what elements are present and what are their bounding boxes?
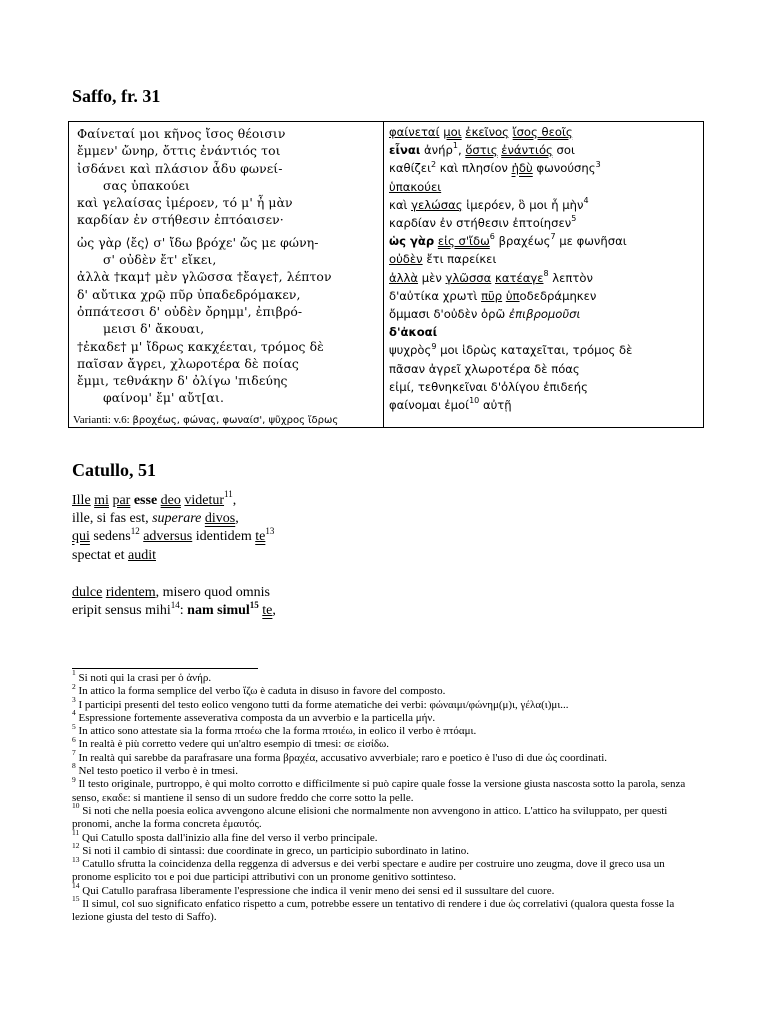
word: ὅστις <box>465 143 498 158</box>
word: mi <box>94 493 109 508</box>
footnote-text: Il simul, col suo significato enfatico rispetto a cum, potrebbe essere un tentativo di rendere i due ὡς correlativi (qualora questa fosse la lezione giusta del testo di Saffo). <box>72 898 675 924</box>
saffo-table <box>68 121 704 428</box>
word: ὑπακούει <box>389 179 442 194</box>
word: γλῶσσα <box>445 270 492 285</box>
word: φαίνομαι ἐμοί <box>389 398 470 413</box>
word: , <box>457 143 466 158</box>
greek-line: παῖσαν ἄγρει, χλωροτέρα δὲ ποίας <box>77 355 299 371</box>
word: δ'ἀκοαί <box>389 325 438 340</box>
word: spectat et <box>72 547 128 563</box>
word: ridentem <box>105 585 156 600</box>
greek-line: Φαίνεταί μοι κῆνος ἴσος θέοισιν <box>77 126 286 141</box>
footnote <box>72 681 702 698</box>
footnote-text: Il testo originale, purtroppo, è qui molto corrotto e difficilmente si può capire quale fosse la versione giusta nascosta sotto la parola, senza senso, εκαδε: si mantiene il senso di un sudore freddo che corre sotto la pelle. <box>72 778 686 804</box>
word: sedens <box>89 529 131 545</box>
paraphrase-line <box>389 396 701 414</box>
footnote-text: In realtà qui sarebbe da parafrasare una forma βραχέα, accusativo avverbiale; raro e poetico è l'uso di due ὡς coordinati. <box>78 751 608 764</box>
footnote <box>72 827 702 845</box>
footnote <box>72 841 702 858</box>
footnote <box>72 894 702 925</box>
greek-line: ἔμμεν' ὤνηρ, ὄττις ἐνάντιός τοι <box>77 143 281 159</box>
footnote-number: 13 <box>72 854 80 864</box>
footnote <box>72 774 702 805</box>
word: ἴσος θεοῖς <box>512 125 573 139</box>
word: superare <box>152 511 202 527</box>
word: με φωνῆσαι <box>555 234 627 249</box>
footnote-ref: 3 <box>595 159 601 169</box>
word: te <box>262 603 273 619</box>
catullo-title: Catullo, 51 <box>72 460 157 480</box>
footnote-ref: 1 <box>452 141 458 151</box>
word: adversus <box>143 529 193 545</box>
word: ὑπ <box>505 288 520 303</box>
word: , <box>235 511 239 527</box>
word: Ille <box>72 493 91 508</box>
greek-line: σ' οὐδὲν ἔτ' εἴκει, <box>103 252 217 268</box>
greek-line: καὶ γελαίσας ἰμέροεν, τό μ' ἦ μὰν <box>77 195 293 211</box>
word: , <box>272 603 276 619</box>
footnote <box>72 761 702 778</box>
word: βραχέως <box>494 234 551 249</box>
footnote-ref: 8 <box>543 268 549 278</box>
word: ἡδὺ <box>511 161 533 176</box>
word: deo <box>160 493 181 508</box>
word: : <box>179 603 188 619</box>
word: audit <box>127 547 156 563</box>
word: ἔτι παρείκει <box>422 252 497 267</box>
catullo-stanza <box>72 584 276 620</box>
footnote <box>72 668 702 685</box>
footnote-number: 10 <box>72 801 80 811</box>
word: ἐκεῖνος <box>465 125 509 139</box>
footnote-separator <box>72 668 258 669</box>
word: esse <box>133 493 158 508</box>
footnote-text: In attico sono attestate sia la forma πτοέω che la forma πτοιέω, in eolico il verbo è πτόαμι. <box>78 725 477 738</box>
footnote-ref: 10 <box>469 396 480 406</box>
word: μοι <box>443 125 462 139</box>
word: eripit sensus mihi <box>72 603 171 619</box>
word: qui <box>72 529 90 545</box>
footnote-ref: 5 <box>571 214 577 224</box>
word: εἰμί, τεθνηκεῖναι δ'ὀλίγου ἐπιδεής <box>389 379 588 394</box>
footnote-number: 6 <box>72 734 76 744</box>
varianti-label: Varianti: v.6: <box>73 414 130 426</box>
word: ἐπιβρομοῦσι <box>508 307 581 322</box>
word: αὐτῇ <box>479 398 512 413</box>
footnote-number: 5 <box>72 721 76 731</box>
greek-line: μεισι δ' ἄκουαι, <box>103 321 205 337</box>
word: σοι <box>552 143 575 158</box>
footnote <box>72 854 702 885</box>
footnote <box>72 801 702 832</box>
word: κατέαγε <box>494 270 544 285</box>
paraphrase-line <box>389 269 701 287</box>
word: δ'αὐτίκα χρωτὶ <box>389 288 482 303</box>
varianti-note <box>73 414 338 427</box>
word: , misero quod omnis <box>155 585 270 600</box>
paraphrase-line <box>389 287 701 305</box>
word: φαίνεταί <box>389 125 440 139</box>
word: identidem <box>192 529 256 545</box>
footnote-text: Si noti qui la crasi per ὁ ἀνήρ. <box>78 672 212 684</box>
footnote-number: 11 <box>72 827 80 837</box>
footnote-number: 9 <box>72 774 76 784</box>
footnote-number: 3 <box>72 694 76 704</box>
footnote-number: 8 <box>72 761 76 771</box>
paraphrase-line <box>389 360 701 378</box>
word: divos <box>204 511 236 527</box>
word: πῦρ <box>481 288 503 303</box>
footnote-ref: 13 <box>265 525 275 536</box>
footnote-text: Espressione fortemente asseverativa composta da un avverbio e la particella μήν. <box>78 711 436 724</box>
paraphrase-line <box>389 232 701 250</box>
footnote-number: 12 <box>72 841 80 851</box>
word: πᾶσαν ἀγρεῖ χλωροτέρα δὲ πόας <box>389 361 580 376</box>
latin-line <box>72 547 274 565</box>
footnote-ref: 9 <box>431 341 437 351</box>
word: γελώσας <box>411 197 463 212</box>
footnote-number: 4 <box>72 708 76 718</box>
footnote-ref: 14 <box>170 599 180 610</box>
paraphrase-line <box>389 214 701 232</box>
greek-line: δ' αὔτικα χρῷ πῦρ ὐπαδεδρόμακεν, <box>77 286 301 302</box>
catullo-stanza <box>72 489 275 565</box>
word: te <box>255 529 266 545</box>
greek-line: ὠς γὰρ ⟨ἔς⟩ σ' ἴδω βρόχε' ὤς με φώνη- <box>77 234 319 250</box>
word: ψυχρὸς <box>389 343 432 358</box>
footnote <box>72 694 702 712</box>
paraphrase-line <box>389 250 701 268</box>
footnote-number: 7 <box>72 748 76 758</box>
word: ille, si fas est, <box>72 511 153 527</box>
table-divider <box>383 122 384 427</box>
footnote-text: Catullo sfrutta la coincidenza della reggenza di adversus e dei verbi spectare e audire per costruire uno zeugma, dove il greco usa un pronome esplicito τοι e poi due participi attributivi con un pronome genitivo sottinteso. <box>72 858 665 884</box>
paraphrase-line <box>389 323 701 341</box>
word: φωνούσης <box>532 161 596 176</box>
word: εἰς σ'ἴδω <box>437 234 490 249</box>
footnote-text: I participi presenti del testo eolico vengono tutti da forme atematiche dei verbi: φώναιμι/φώνημ(μ)ι, γέλα(ι)μι... <box>78 698 569 711</box>
paraphrase-line <box>389 178 701 196</box>
attic-paraphrase-column <box>389 123 701 414</box>
footnote-ref: 11 <box>224 489 233 500</box>
word: ἀνήρ <box>420 143 453 158</box>
footnote-ref: 4 <box>583 195 589 205</box>
saffo-title: Saffo, fr. 31 <box>72 86 161 106</box>
footnotes <box>72 668 702 925</box>
word: ὄμμασι δ'οὐδὲν ὁρῶ <box>389 307 509 322</box>
word: ὡς γὰρ <box>389 234 435 249</box>
paraphrase-line <box>389 341 701 359</box>
latin-line <box>72 489 274 510</box>
word: videtur <box>184 493 225 508</box>
word: εἶναι <box>389 143 421 158</box>
word: ἀλλὰ <box>389 270 419 285</box>
greek-line: †ἐκαδε† μ' ἴδρως κακχέεται, τρόμος δὲ <box>77 338 324 354</box>
paraphrase-line <box>389 305 701 323</box>
footnote-text: Nel testo poetico il verbo è in tmesi. <box>78 765 238 778</box>
footnote-ref: 2 <box>431 159 437 169</box>
paraphrase-line <box>389 378 701 396</box>
word: μοι ἱδρὼς καταχεῖται, τρόμος δὲ <box>436 343 633 358</box>
word: par <box>112 493 131 508</box>
footnote-ref: 12 <box>130 525 140 536</box>
greek-line: ἀλλὰ †καμ† μὲν γλῶσσα †ἔαγε†, λέπτον <box>77 269 332 285</box>
footnote-text: In attico la forma semplice del verbo ἵζω è caduta in disuso in favore del composto. <box>78 685 446 698</box>
word: , <box>232 493 237 508</box>
footnote-text: Qui Catullo sposta dall'inizio alla fine del verso il verbo principale. <box>81 831 378 844</box>
footnote-text: Qui Catullo parafrasa liberamente l'espressione che indica il venir meno dei sensi ed il sussultare del cuore. <box>82 884 555 897</box>
varianti-words: βροχέως, φώνας, φωναίσ', ψῦχρος ἴδρως <box>132 415 339 426</box>
footnote <box>72 708 702 725</box>
paraphrase-line <box>389 159 701 177</box>
word: καὶ <box>389 197 412 212</box>
greek-line: ἔμμι, τεθνάκην δ' ὀλίγω 'πιδεύης <box>77 373 288 389</box>
footnote-number: 14 <box>72 881 80 891</box>
footnote-number: 1 <box>72 668 76 678</box>
greek-line: ἰσδάνει καὶ πλάσιον ἆδυ φωνεί- <box>77 160 283 176</box>
greek-line: καρδίαν ἐν στήθεσιν ἐπτόαισεν· <box>77 212 284 228</box>
greek-line: φαίνομ' ἔμ' αὔτ[αι. <box>103 390 224 406</box>
latin-line <box>72 525 275 546</box>
footnote-number: 15 <box>72 894 80 904</box>
word: dulce <box>72 585 103 600</box>
word: οὐδὲν <box>389 252 423 267</box>
greek-line: σας ὐπακούει <box>103 177 190 193</box>
footnote-text: Si noti che nella poesia eolica avvengono alcune elisioni che normalmente non avvengono in attico. L'attico ha sviluppato, per questi pronomi, anche la forma concreta ἐμαυτός. <box>72 804 668 831</box>
word: καθίζει <box>389 161 431 176</box>
paraphrase-line <box>389 123 701 141</box>
word: οδεδράμηκεν <box>519 288 597 303</box>
footnote-ref: 7 <box>550 232 556 242</box>
word: ἱμερόεν, ὃ μοι ἦ μὴν <box>462 197 584 212</box>
latin-line <box>72 510 274 528</box>
latin-line <box>72 599 276 620</box>
greek-line: ὀππάτεσσι δ' οὐδὲν ὄρημμ', ἐπιβρό- <box>77 303 303 319</box>
word: λεπτὸν <box>548 270 593 285</box>
footnote <box>72 721 702 738</box>
footnote-number: 2 <box>72 681 76 691</box>
footnote-text: In realtà è più corretto vedere qui un'altro esempio di tmesi: σε εἰσίδω. <box>78 738 390 751</box>
footnote <box>72 734 702 751</box>
word: καρδίαν ἐν στήθεσιν ἐπτοίησεν <box>389 216 572 231</box>
footnote-ref: 15 <box>249 599 259 610</box>
greek-original-column <box>77 125 377 407</box>
footnote-ref: 6 <box>489 232 495 242</box>
word: μὲν <box>418 270 446 285</box>
word: nam simul <box>187 603 250 619</box>
word: ἐνάντιός <box>501 143 553 158</box>
footnote <box>72 881 702 898</box>
paraphrase-line <box>389 141 701 159</box>
footnote <box>72 748 702 765</box>
word: καὶ πλησίον <box>436 161 512 176</box>
footnote-text: Si noti il cambio di sintassi: due coordinate in greco, un participio subordinato in latino. <box>82 844 470 857</box>
paraphrase-line <box>389 196 701 214</box>
